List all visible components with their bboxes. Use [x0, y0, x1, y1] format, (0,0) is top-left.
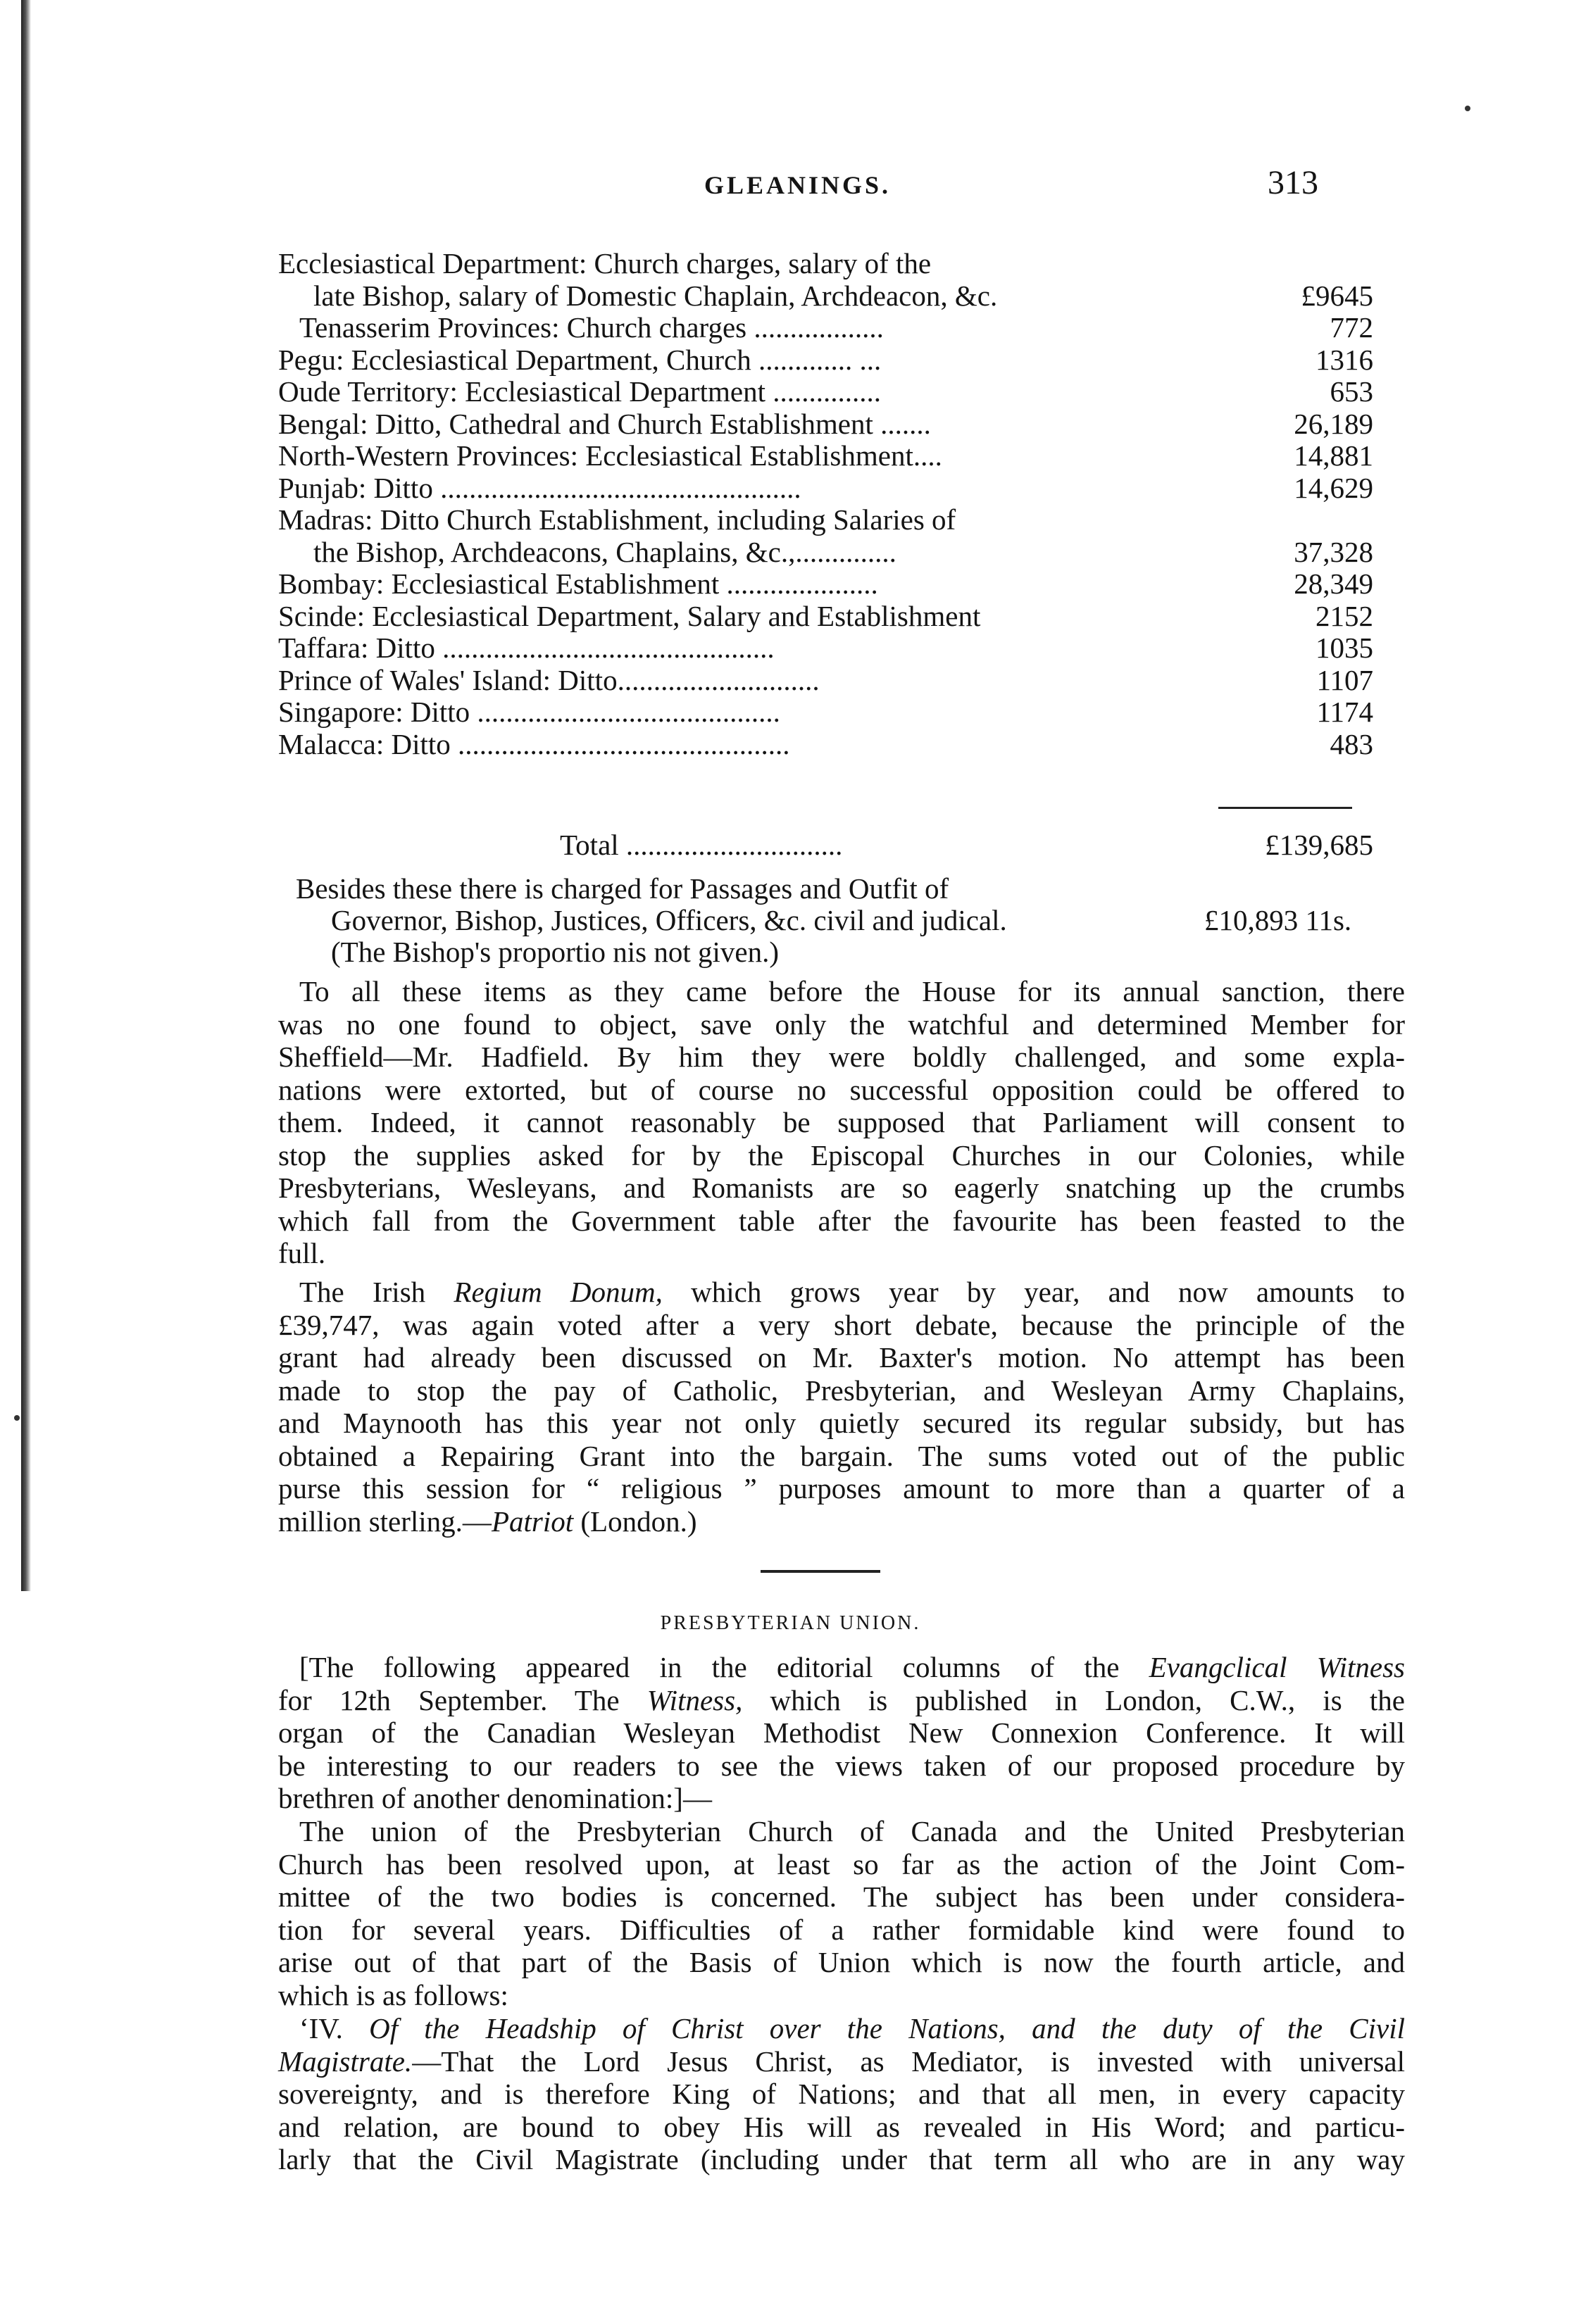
- ledger-row: [278, 696, 1373, 729]
- ledger-label: Punjab: Ditto ..................................................: [278, 471, 801, 504]
- additional-charges-note: [296, 873, 1423, 968]
- page-number: 313: [1268, 164, 1318, 201]
- text-line: Presbyterians, Wesleyans, and Romanists are so eagerly snatching up the crumbs: [278, 1172, 1405, 1204]
- running-title: GLEANINGS.: [704, 171, 892, 199]
- paragraph-article-iv: [278, 2012, 1405, 2176]
- text-line: [278, 2012, 1405, 2045]
- text-line: [278, 1684, 1405, 1717]
- ledger-label: Oude Territory: Ecclesiastical Department ...............: [278, 375, 881, 408]
- text-run: for 12th September. The: [278, 1683, 647, 1716]
- text-line: brethren of another denomination:]—: [278, 1782, 712, 1814]
- italic-run: Evangclical Witness: [1149, 1651, 1406, 1683]
- ledger-amount: 483: [1330, 727, 1373, 760]
- total-label: Total ..............................: [560, 829, 843, 861]
- text-run: which grows year by year, and now amounts to: [662, 1276, 1405, 1308]
- italic-run: Witness,: [646, 1683, 743, 1716]
- ledger-row: [278, 312, 1373, 344]
- text-line: which fall from the Government table after the favourite has been feasted to the: [278, 1204, 1405, 1237]
- ledger-row: [278, 408, 1373, 441]
- text-line: organ of the Canadian Wesleyan Methodist New Connexion Conference. It will: [278, 1716, 1405, 1749]
- ledger-amount: 772: [1330, 311, 1373, 344]
- text-line: [278, 1276, 1405, 1309]
- text-line: Sheffield—Mr. Hadfield. By him they were boldly challenged, and some expla-: [278, 1041, 1405, 1073]
- text-run: (London.): [573, 1505, 697, 1538]
- ledger-label: North-Western Provinces: Ecclesiastical Establishment....: [278, 439, 942, 472]
- ledger-row: [278, 665, 1373, 697]
- note-line: (The Bishop's proportio nis not given.): [331, 936, 780, 968]
- text-line: stop the supplies asked for by the Episcopal Churches in our Colonies, while: [278, 1138, 1405, 1172]
- ledger-row: [278, 504, 1373, 536]
- ledger-amount: 1035: [1316, 632, 1373, 664]
- text-line: Church has been resolved upon, at least so far as the action of the Joint Com-: [278, 1847, 1405, 1880]
- text-line: which is as follows:: [278, 1978, 508, 2011]
- ledger-amount: 1107: [1316, 663, 1373, 696]
- ledger-amount: 37,328: [1294, 535, 1373, 568]
- paragraph-editorial-intro: [278, 1651, 1405, 1815]
- text-line: and Maynooth has this year not only quietly secured its regular subsidy, but has: [278, 1407, 1405, 1439]
- ledger-label: Singapore: Ditto ..........................................: [278, 696, 780, 728]
- total-amount: £139,685: [1265, 829, 1373, 861]
- text-line: £39,747, was again voted after a very short debate, because the principle of the: [278, 1308, 1405, 1341]
- note-line: [296, 905, 1423, 936]
- note-text: Governor, Bishop, Justices, Officers, &c. civil and judical.: [331, 904, 1007, 936]
- section-title: PRESBYTERIAN UNION.: [660, 1612, 921, 1634]
- text-line: nations were extorted, but of course no successful opposition could be offered to: [278, 1073, 1405, 1106]
- expense-ledger: [278, 248, 1373, 760]
- text-line: was no one found to object, save only the watchful and determined Member for: [278, 1007, 1405, 1041]
- italic-run: Magistrate.: [278, 2045, 413, 2078]
- note-amount: £10,893 11s.: [1204, 904, 1352, 936]
- text-line: full.: [278, 1237, 326, 1269]
- ledger-amount: 2152: [1316, 599, 1373, 632]
- ledger-row: [278, 536, 1373, 569]
- ledger-row: [278, 344, 1373, 377]
- ledger-row: [278, 632, 1373, 665]
- paragraph-regium-donum: [278, 1276, 1405, 1538]
- text-line: obtained a Repairing Grant into the bargain. The sums voted out of the public: [278, 1439, 1405, 1472]
- text-run: —That the Lord Jesus Christ, as Mediator, is invested with universal: [412, 2045, 1405, 2078]
- scan-speck: [14, 1415, 20, 1421]
- ledger-label: Bengal: Ditto, Cathedral and Church Establishment .......: [278, 407, 931, 440]
- text-line: [278, 1505, 1405, 1538]
- total-rule: [1218, 807, 1352, 809]
- text-line: To all these items as they came before the House for its annual sanction, there: [299, 975, 1405, 1007]
- ledger-label: Bombay: Ecclesiastical Establishment .....................: [278, 567, 878, 600]
- ledger-amount: 14,629: [1294, 471, 1373, 504]
- ledger-amount: 28,349: [1294, 567, 1373, 600]
- text-line: tion for several years. Difficulties of a rather formidable kind were found to: [278, 1913, 1405, 1946]
- text-line: larly that the Civil Magistrate (including under that term all who are in any way: [278, 2143, 1405, 2175]
- page-header: [0, 163, 1581, 206]
- text-run: [The following appeared in the editorial columns of the: [299, 1651, 1149, 1683]
- text-line: sovereignty, and is therefore King of Nations; and that all men, in every capacity: [278, 2078, 1405, 2110]
- ledger-row: [278, 440, 1373, 472]
- italic-run: Of the Headship of Christ over the Nations, and the duty of the Civil: [369, 2012, 1405, 2045]
- ledger-amount: 14,881: [1294, 439, 1373, 472]
- ledger-label: Tenasserim Provinces: Church charges ..................: [299, 311, 884, 344]
- text-line: them. Indeed, it cannot reasonably be supposed that Parliament will consent to: [278, 1106, 1405, 1138]
- text-line: mittee of the two bodies is concerned. The subject has been under considera-: [278, 1880, 1405, 1913]
- scan-binding-edge: [21, 0, 31, 1591]
- ledger-row: [278, 280, 1373, 313]
- ledger-label: Madras: Ditto Church Establishment, including Salaries of: [278, 503, 956, 536]
- ledger-label: Malacca: Ditto ..............................................: [278, 727, 790, 760]
- note-line: Besides these there is charged for Passages and Outfit of: [296, 872, 949, 905]
- ledger-amount: 26,189: [1294, 407, 1373, 440]
- text-run: which is published in London, C.W., is the: [742, 1683, 1405, 1716]
- ledger-amount: 1316: [1316, 343, 1373, 376]
- ledger-amount: 653: [1330, 375, 1373, 408]
- text-run: The Irish: [299, 1276, 454, 1308]
- text-run: ‘IV.: [299, 2012, 370, 2045]
- ledger-label: Scinde: Ecclesiastical Department, Salary and Establishment: [278, 599, 981, 632]
- ledger-row: [278, 248, 1373, 280]
- text-line: purse this session for “ religious ” purposes amount to more than a quarter of a: [278, 1472, 1405, 1505]
- text-line: and relation, are bound to obey His will as revealed in His Word; and particu-: [278, 2110, 1405, 2143]
- ledger-label: Ecclesiastical Department: Church charges, salary of the: [278, 247, 932, 279]
- ledger-row: [278, 601, 1373, 633]
- italic-run: Regium Donum,: [454, 1276, 663, 1308]
- text-line: [278, 2045, 1405, 2078]
- text-line: [278, 1651, 1405, 1684]
- ledger-row: [278, 472, 1373, 505]
- text-line: grant had already been discussed on Mr. Baxter's motion. No attempt has been: [278, 1341, 1405, 1374]
- paragraph-union: [278, 1815, 1405, 2011]
- ledger-row: [278, 376, 1373, 408]
- italic-run: Patriot: [491, 1505, 574, 1538]
- ledger-label: Prince of Wales' Island: Ditto............................: [278, 663, 820, 696]
- scan-speck: [1465, 106, 1470, 111]
- ledger-row: [278, 729, 1373, 761]
- text-line: made to stop the pay of Catholic, Presbyterian, and Wesleyan Army Chaplains,: [278, 1374, 1405, 1407]
- section-separator: [761, 1570, 880, 1573]
- ledger-label: Taffara: Ditto ..............................................: [278, 632, 775, 664]
- ledger-row: [278, 568, 1373, 601]
- ledger-amount: 1174: [1316, 696, 1373, 728]
- paragraph-hadfield: [278, 975, 1405, 1270]
- ledger-label: the Bishop, Archdeacons, Chaplains, &c.,..............: [313, 535, 896, 568]
- ledger-label: Pegu: Ecclesiastical Department, Church ............. ...: [278, 343, 882, 376]
- ledger-total: [278, 828, 1373, 863]
- text-run: million sterling.—: [278, 1505, 492, 1538]
- ledger-amount: £9645: [1301, 279, 1373, 312]
- text-line: be interesting to our readers to see the views taken of our proposed procedure by: [278, 1749, 1405, 1782]
- text-line: The union of the Presbyterian Church of Canada and the United Presbyterian: [299, 1815, 1405, 1847]
- text-line: arise out of that part of the Basis of Union which is now the fourth article, and: [278, 1946, 1405, 1978]
- ledger-label: late Bishop, salary of Domestic Chaplain, Archdeacon, &c.: [313, 279, 998, 312]
